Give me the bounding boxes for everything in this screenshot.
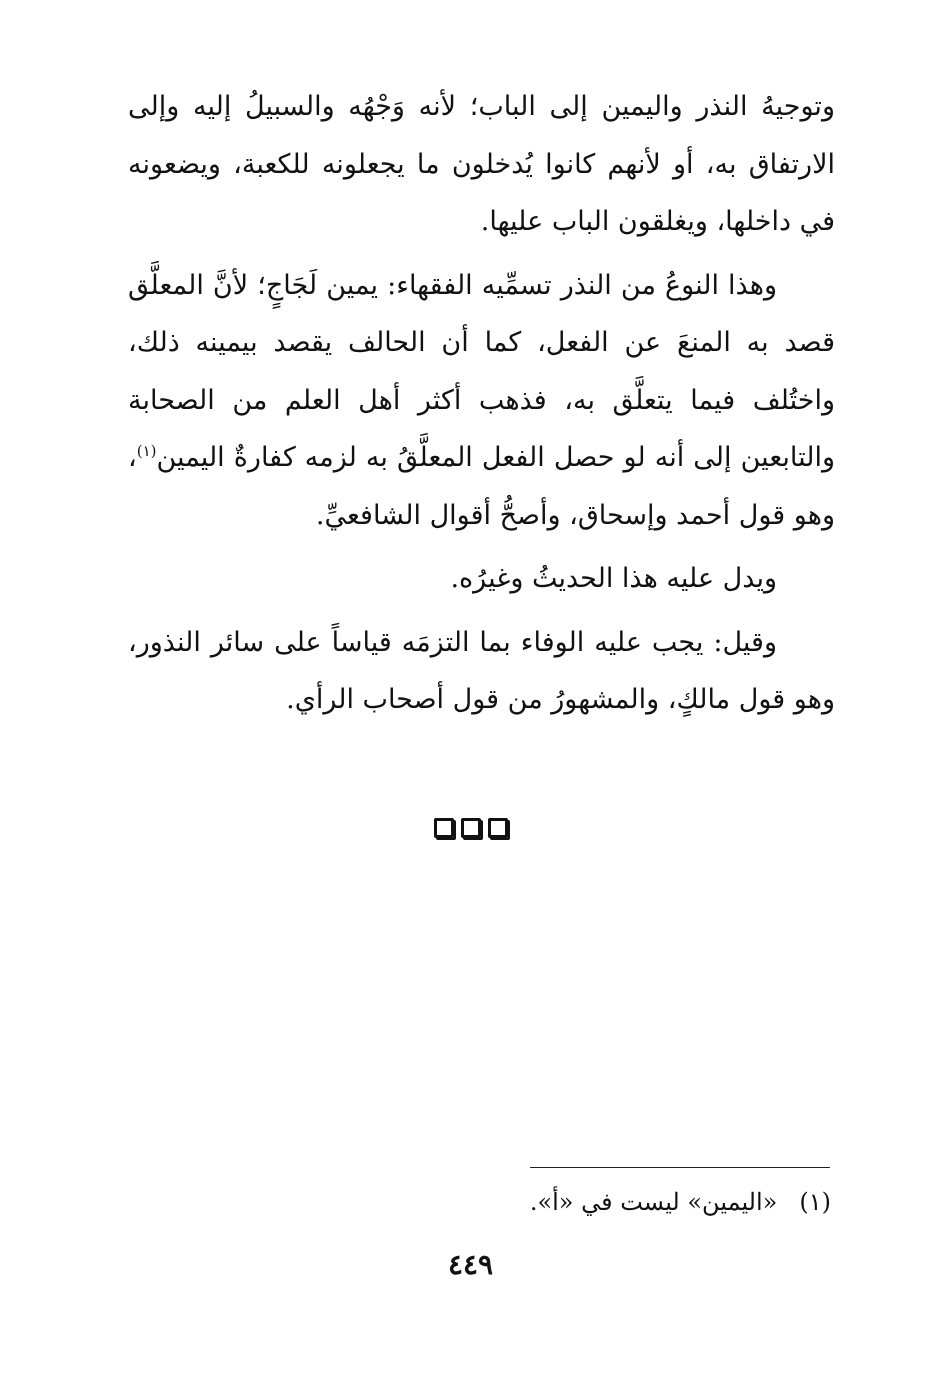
footnote-number: (١) — [799, 1188, 831, 1216]
main-text — [128, 78, 835, 729]
footnote — [530, 1182, 831, 1222]
separator-square-icon — [488, 818, 508, 838]
paragraph-3: ويدل عليه هذا الحديثُ وغيرُه. — [450, 563, 777, 594]
footnote-divider — [530, 1167, 830, 1168]
separator-square-icon — [434, 818, 454, 838]
section-separator-icon — [0, 818, 941, 838]
paragraph-2-text-a: وهذا النوعُ من النذر تسمِّيه الفقهاء: يمين لَجَاجٍ؛ لأنَّ المعلَّق قصد به المنعَ عن الفعل، كما أن الحالف يقصد بيمينه ذلك، واختُلف فيما يتعلَّق به، فذهب أكثر أهل العلم من الصحابة والتابعين إلى أنه لو حصل الفعل المعلَّقُ به لزمه كفارةٌ اليمين — [128, 269, 835, 473]
paragraph-2-text-b: ، وهو قول أحمد وإسحاق، وأصحُّ أقوال الشافعيِّ. — [128, 442, 835, 531]
footnote-text: «اليمين» ليست في «أ». — [529, 1188, 778, 1216]
separator-square-icon — [461, 818, 481, 838]
paragraph-2 — [128, 257, 835, 545]
footnote-reference[interactable]: (١) — [136, 442, 157, 460]
paragraph-1: وتوجيهُ النذر واليمين إلى الباب؛ لأنه وَجْهُه والسبيلُ إليه وإلى الارتفاق به، أو لأنهم كانوا يُدخلون ما يجعلونه للكعبة، ويضعونه في داخلها، ويغلقون الباب عليها. — [128, 91, 835, 237]
paragraph-4: وقيل: يجب عليه الوفاء بما التزمَه قياساً على سائر النذور، وهو قول مالكٍ، والمشهورُ من قول أصحاب الرأي. — [128, 626, 835, 715]
page-number: ٤٤٩ — [447, 1248, 494, 1281]
